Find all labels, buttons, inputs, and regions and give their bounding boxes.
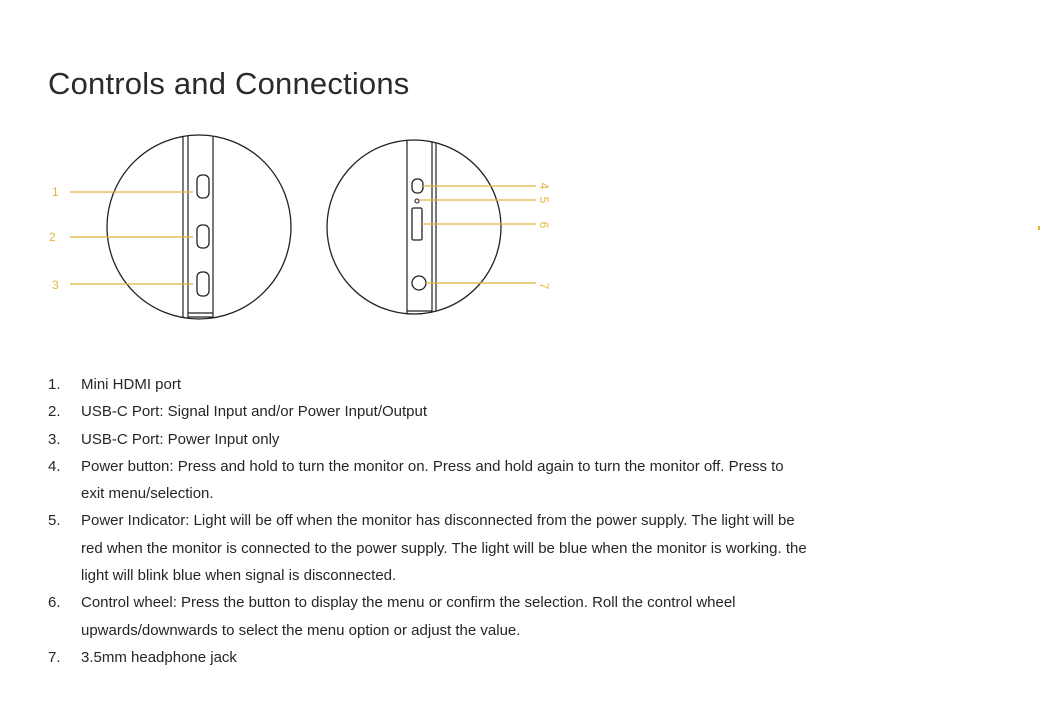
list-text: 3.5mm headphone jack bbox=[81, 648, 237, 666]
list-item bbox=[48, 453, 811, 508]
list-item bbox=[48, 426, 811, 453]
control-wheel-icon bbox=[412, 208, 422, 240]
headphone-jack-icon bbox=[412, 276, 426, 290]
callout-label-2: 2 bbox=[49, 230, 56, 244]
list-item bbox=[48, 589, 811, 644]
left-side-view bbox=[107, 130, 291, 320]
list-number: 5. bbox=[48, 512, 61, 530]
list-item bbox=[48, 398, 811, 425]
callout-label-3: 3 bbox=[52, 278, 59, 292]
list-number: 6. bbox=[48, 594, 61, 612]
page-title: Controls and Connections bbox=[48, 66, 410, 101]
callout-label-7: 7 bbox=[537, 282, 551, 290]
right-side-view bbox=[327, 130, 501, 320]
power-button-icon bbox=[412, 179, 423, 193]
list-item bbox=[48, 644, 811, 671]
mini-hdmi-port-icon bbox=[197, 175, 209, 198]
list-text: Control wheel: Press the button to display the menu or confirm the selection. Roll the control wheel upwards/downwards to select the menu option or adjust the value. bbox=[81, 594, 736, 639]
usb-c-power-port-icon bbox=[197, 272, 209, 296]
list-number: 1. bbox=[48, 376, 61, 393]
list-text: Power button: Press and hold to turn the monitor on. Press and hold again to turn the monitor off. Press to exit menu/selection. bbox=[81, 457, 784, 503]
list-text: USB-C Port: Signal Input and/or Power Input/Output bbox=[81, 403, 428, 421]
power-indicator-icon bbox=[415, 199, 419, 203]
list-text: Power Indicator: Light will be off when the monitor has disconnected from the power supply. The light will be red when the monitor is connected to the power supply. The light will be blue when the monitor is working. the light will blink blue when signal is disconnected. bbox=[81, 512, 807, 585]
list-item bbox=[48, 371, 811, 398]
list-number: 4. bbox=[48, 457, 61, 475]
list-number: 7. bbox=[48, 648, 61, 666]
list-text: USB-C Port: Power Input only bbox=[81, 430, 280, 448]
callout-label-5: 5 bbox=[537, 196, 551, 204]
list-text: Mini HDMI port bbox=[81, 376, 182, 393]
list-number: 3. bbox=[48, 430, 61, 448]
list-number: 2. bbox=[48, 403, 61, 421]
list-item bbox=[48, 507, 811, 589]
edge-mark bbox=[1038, 226, 1040, 230]
callout-label-1: 1 bbox=[52, 185, 59, 199]
controls-list bbox=[48, 371, 811, 671]
callout-label-6: 6 bbox=[537, 221, 551, 229]
usb-c-port-icon bbox=[197, 225, 209, 248]
callout-label-4: 4 bbox=[537, 182, 551, 190]
